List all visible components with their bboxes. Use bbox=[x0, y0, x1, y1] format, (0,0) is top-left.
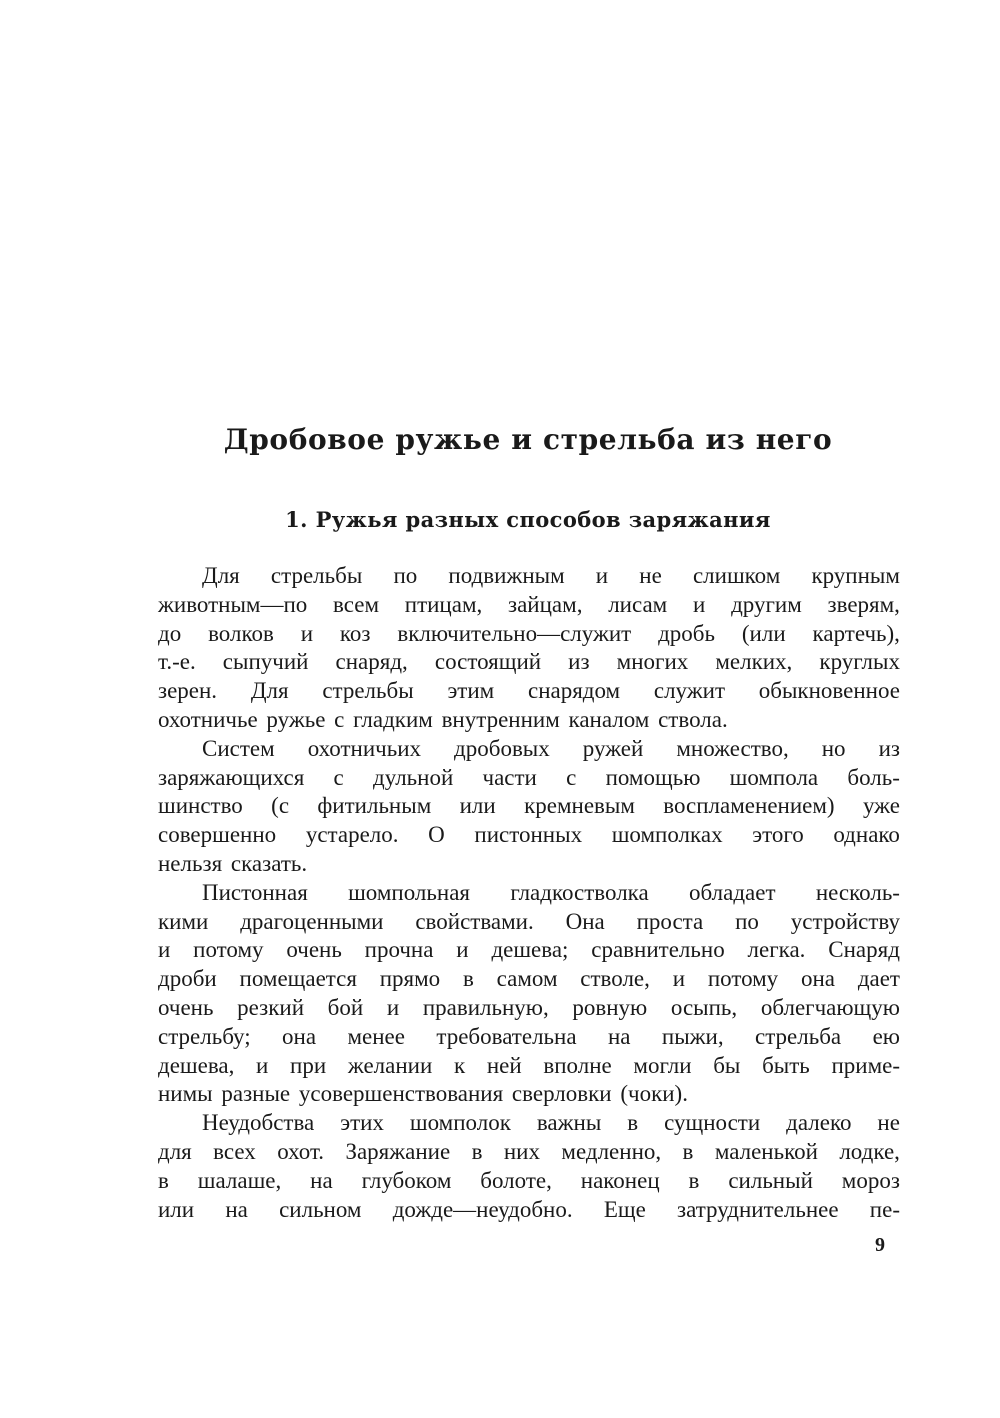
text-line: Пистонная шомпольная гладкостволка обладает несколь- bbox=[202, 879, 900, 905]
text-line: стрельбу; она менее требовательна на пыжи, стрельба ею bbox=[158, 1023, 900, 1049]
paragraph bbox=[158, 1109, 900, 1224]
text-line: Систем охотничьих дробовых ружей множество, но из bbox=[202, 735, 900, 761]
text-line: нельзя сказать. bbox=[158, 850, 308, 876]
body-text bbox=[158, 562, 900, 1224]
text-line: и потому очень прочна и дешева; сравнительно легка. Снаряд bbox=[158, 937, 900, 963]
paragraph bbox=[158, 562, 900, 735]
text-line: в шалаше, на глубоком болоте, наконец в сильный мороз bbox=[158, 1167, 900, 1193]
paragraph bbox=[158, 879, 900, 1109]
section-heading: 1. Ружья разных способов заряжания bbox=[285, 507, 771, 532]
text-line: или на сильном дожде—неудобно. Еще затруднительнее пе- bbox=[158, 1196, 900, 1222]
text-line: для всех охот. Заряжание в них медленно, в маленькой лодке, bbox=[158, 1138, 900, 1164]
text-line: дешева, и при желании к ней вполне могли бы быть приме- bbox=[158, 1052, 900, 1078]
text-line: шинство (с фитильным или кремневым воспламенением) уже bbox=[158, 793, 900, 819]
text-line: кими драгоценными свойствами. Она проста по устройству bbox=[158, 908, 900, 934]
text-line: дроби помещается прямо в самом стволе, и потому она дает bbox=[158, 966, 900, 992]
text-line: очень резкий бой и правильную, ровную осыпь, облегчающую bbox=[158, 994, 900, 1020]
paragraph bbox=[158, 735, 900, 879]
text-line: т.-е. сыпучий снаряд, состоящий из многих мелких, круглых bbox=[158, 649, 900, 675]
text-line: охотничье ружье с гладким внутренним каналом ствола. bbox=[158, 706, 728, 732]
text-line: зерен. Для стрельбы этим снарядом служит обыкновенное bbox=[158, 678, 900, 704]
chapter-title: Дробовое ружье и стрельба из него bbox=[223, 423, 833, 456]
text-line: совершенно устарело. О пистонных шомполках этого однако bbox=[158, 822, 900, 848]
text-line: до волков и коз включительно—служит дробь (или картечь), bbox=[158, 620, 900, 646]
text-line: заряжающихся с дульной части с помощью шомпола боль- bbox=[158, 764, 900, 790]
text-line: животным—по всем птицам, зайцам, лисам и другим зверям, bbox=[158, 591, 900, 617]
page-number: 9 bbox=[875, 1234, 885, 1256]
text-line: Неудобства этих шомполок важны в сущности далеко не bbox=[202, 1110, 900, 1136]
text-line: нимы разные усовершенствования сверловки (чоки). bbox=[158, 1081, 688, 1107]
text-line: Для стрельбы по подвижным и не слишком крупным bbox=[202, 563, 900, 588]
